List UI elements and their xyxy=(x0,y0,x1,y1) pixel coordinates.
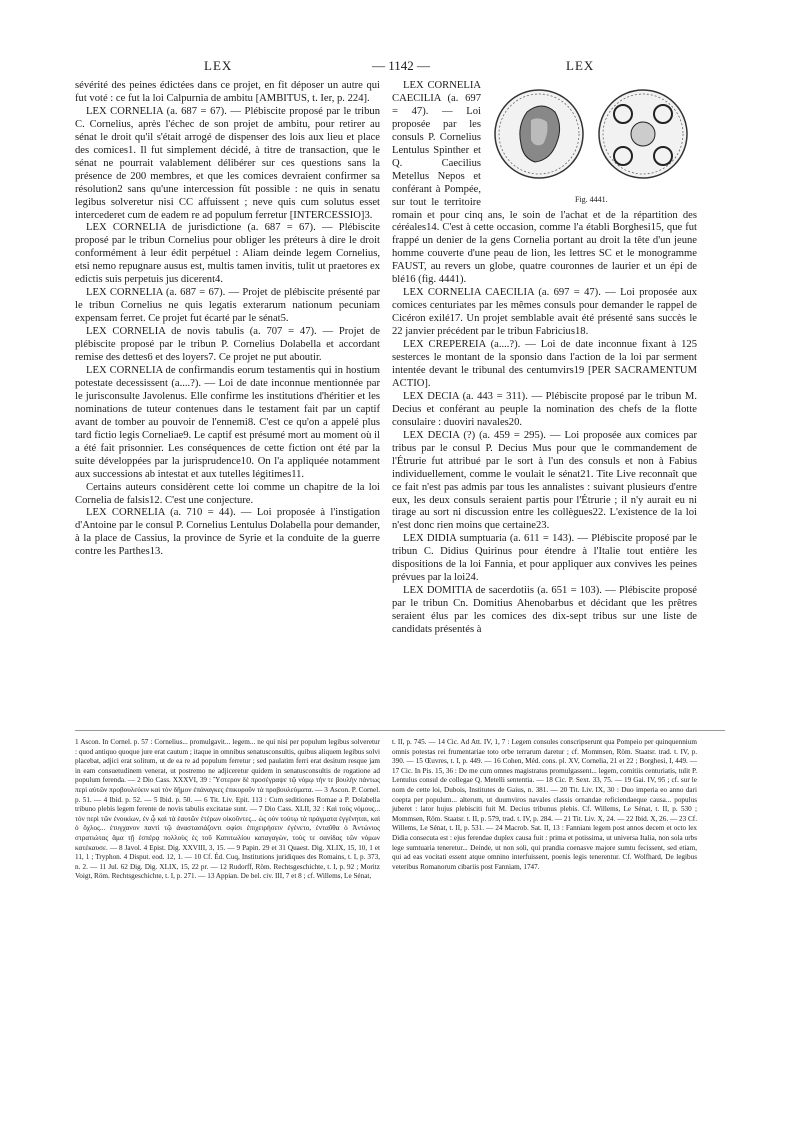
entry-lex-cornelia-2: LEX CORNELIA (a. 687 = 67). — Projet de plébiscite présenté par le tribun Cornelius ne quis legatis exterarum nationum pecuniam expensam ferret. Ce projet fut écarté par le sénat5. xyxy=(75,287,380,325)
globe xyxy=(631,122,655,146)
coin-illustration xyxy=(487,82,697,194)
running-header xyxy=(0,58,800,78)
footnotes-right: t. II, p. 745. — 14 Cic. Ad Att. IV, 1, 7 : Legem consules conscripserunt qua Pompeio per quinquennium omnis potestas rei frumentariae toto orbe terrarum daretur ; cf. Mommsen, Röm. Staatsr. trad. t. IV, p. 390. — 15 Œuvres, t. I, p. 449. — 16 Cohen, Méd. cons. pl. XV, Cornelia, 21 et 22 ; Borghesi, I, 449. — 17 Cic. In Pis. 15, 36 : De me cum omnes magistratus promulgassent... legem, comitiis centuriatis, tulit P. Lentulus consul de collegae Q. Metelli sententia. — 18 Cic. P. Sext. 33, 75. — 19 Gai. IV, 95 ; cf. sur le nom de cette loi, Dubois, Institutes de Gaius, n. 381. — 20 Tit. Liv. IX, 30 : Duo imperia eo anno dari coepta per populum... alterum, ut duumviros navales classis ornandae reficiendaeque causa... populus juberet : lator hujus plebisciti fuit M. Decius tribunus plebis. Cf. Willems, Le Sénat, t. II, p. 530 ; Mommsen, Röm. Staatsr. t. II, p. 579, trad. t. IV, p. 284. — 21 Tit. Liv. X, 24. — 22 Ibid. X, 26. — 23 Cf. Willems, Le Sénat, t. II, p. 531. — 24 Macrob. Sat. II, 13 : Fannianı legem post annos decem et octo lex Didia consecuta est : ejus ferendae duplex causa fuit : prima et potissima, ut universa Italia, non sola urbs lege sumtuaria teneretur... Deinde, ut non soli, qui prandia coenasve majore sumtu fecissent, sed etiam, qui ad eas vocitati essent atque omnino interfuissent, poenis legis tenerentur. Cf. Wolfhard, De legibus veteribus Romanorum cibariis post Fanniam, 1747. xyxy=(392,738,697,871)
entry-lex-cornelia-1: LEX CORNELIA (a. 687 = 67). — Plébiscite proposé par le tribun C. Cornelius, après l'échec de son projet de ambitu, pour retirer au sénat le droit qu'il s'était arrogé de dispenser des lois aux lieu et place des comices1. Il fut simplement décidé, à titre de transaction, que le sénat ne pourrait valablement délibérer sur ces questions sans la présence de 200 membres, et que les comices devraient confirmer sa résolution2 sans qu'une intercession fût possible : ne quis in senatu legibus solveretur nisi CC affuissent ; neve quis cum solutus esset intercederet cum de eadem re ad populum ferretur [INTERCESSIO]3. xyxy=(75,105,380,221)
entry-lex-decia-2: LEX DECIA (?) (a. 459 = 295). — Loi proposée aux comices par tribus par le consul P. Decius Mus pour que le commandement de l'Étrurie fut attribué par le sort à l'un des consuls et non à Fabius individuellement, comme le voulait le sénat21. Tite Live reconnaît que ce fait n'est pas admis par tous les annalistes : suivant plusieurs d'entre eux, les deux consuls seraient partis pour l'Étrurie ; il n'y aurait eu ni tirage au sort ni discussion entre les collègues22. L'existence de la loi n'est donc rien moins que certaine23. xyxy=(392,429,697,532)
entry-lex-cornelia-novis-tabulis: LEX CORNELIA de novis tabulis (a. 707 = 47). — Projet de plébiscite proposé par le tribun P. Cornelius Dolabella et accordant remise des dettes6 et des loyers7. Ce projet ne put aboutir. xyxy=(75,326,380,364)
entry-lex-cornelia-testamentis: LEX CORNELIA de confirmandis eorum testamentis qui in hostium potestate decessissent (a....?). — Loi de date inconnue mentionnée par le jurisconsulte Javolenus. Elle confirme les institutions d'héritier et les nominations de tuteur contenues dans le testament fait par un captif avant de tomber au pouvoir de l'ennemi8. C'est ce qu'on a appelé plus tard fictio legis Corneliae9. Le captif est présumé mort au moment où il a été fait prisonnier. Les conséquences de cette fiction ont été par la suite développées par la jurisprudence10. On l'a appliquée notamment aux successions ab intestat et aux tutelles légitimes11. xyxy=(75,364,380,480)
entry-lex-cornelia-3: LEX CORNELIA (a. 710 = 44). — Loi proposée à l'instigation d'Antoine par le consul P. Cornelius Lentulus Dolabella pour demander, à la place de Cassius, la province de Syrie et la conduite de la guerre contre les Parthes13. xyxy=(75,507,380,558)
entry-lex-didia: LEX DIDIA sumptuaria (a. 611 = 143). — Plébiscite proposé par le tribun C. Didius Quirinus pour étendre à l'Italie tout entière les dispositions de la loi Fannia, et pour appliquer aux convives les peines prévues par la loi24. xyxy=(392,533,697,584)
entry-lex-crepereia: LEX CREPEREIA (a....?). — Loi de date inconnue fixant à 125 sesterces le montant de la sponsio dans l'action de la loi par serment intentée devant le tribunal des centumvirs19 [PER SACRAMENTUM ACTIO]. xyxy=(392,339,697,389)
footnote-divider xyxy=(75,730,725,731)
entry-lex-cornelia-jurisdictione: LEX CORNELIA de jurisdictione (a. 687 = 67). — Plébiscite proposé par le tribun Cornelius pour obliger les préteurs à dire le droit conformément à leur édit perpétuel : Aliam deinde legem Cornelius, etsi nemo repugnare ausus est, multis tamen invitis, tulit ut praetores ex edictis suis perpetuis jus dicerent4. xyxy=(75,222,380,286)
paragraph: Certains auteurs considèrent cette loi comme un chapitre de la loi Cornelia de falsis12. C'est une conjecture. xyxy=(75,481,380,506)
header-left: LEX xyxy=(204,58,233,73)
figure-caption: Fig. 4441. xyxy=(575,195,608,204)
coin-figure xyxy=(487,82,697,207)
entry-lex-domitia: LEX DOMITIA de sacerdotiis (a. 651 = 103). — Plébiscite proposé par le tribun Cn. Domitius Ahenobarbus et décidant que les prêtres seraient élus par les comices des dix-sept tribus sur une liste de candidats présentés à xyxy=(392,585,697,636)
entry-lex-decia-1: LEX DECIA (a. 443 = 311). — Plébiscite proposé par le tribun M. Decius et conférant au peuple la nomination des chefs de la flotte consulaire : duoviri navales20. xyxy=(392,390,697,428)
left-column xyxy=(75,80,380,559)
footnotes-left: 1 Ascon. In Cornel. p. 57 : Cornelius... promulgavit... legem... ne qui nisi per populum legibus solveretur : quod antiquo quoque jure erat cautum ; itaque in omnibus senatusconsultis, quibus aliquem legibus solvi placebat, adjici erat solitum, ut de ea re ad populum ferretur ; sed paulatim ferri erat desitum resque jam in eam consuetudinem venerat, ut postremo ne adjiceretur quidem in senatusconsultis de rogatione ad populum ferenda. — 2 Dio Cass. XXXVI, 39 : Ὕστερον δὲ προσέγραψε τῷ νόμῳ τὴν τε βουλὴν πάντως περὶ αὐτῶν προβουλεύειν καὶ τὸν δῆμον ἐπάναγκες ἐπικυροῦν τὰ προβουλεύματα. — 3 Ascon. P. Cornel. p. 51. — 4 Ibid. p. 52. — 5 Ibid. p. 50. — 6 Tit. Liv. Epit. 113 : Cum seditiones Romae a P. Dolabella tribuno plebis legem ferente de novis tabulis excitatae sunt. — 7 Dio Cass. XLII, 32 : Καὶ τοὺς νόμους... τόν περὶ τῶν ἐνοικίων, ἐν ᾧ καὶ τὰ ἑαυτῶν ἑτέρων οἰκοῦντες... ὡς οὐν τούτῳ τὰ πράγματα ἐγγένηται, καὶ ὁ ὄχλος... ἐτυγχανον παντὶ τῷ ἀναστασιάζοντι σφίσι ἐπιχειρήσειν ἐγένετο, ἐνταῦθα ὁ Ἀντώνιος στρατιώτας ἅμα τῇ ἑσπέρᾳ πολλοὺς ἐς τοῦ Καπιτωλίου καταγαγών, τοὺς τε σανίδας τῶν νόμων κατέκαυσε. — 8 Javol. 4 Epist. Dig. XXVIII, 3, 15. — 9 Papin. 29 et 31 Quaest. Dig. XLIX, 15, 10, 1 et 11, 1 ; Tryphon. 4 Disput. eod. 12, 1. — 10 Cf. Éd. Cuq, Institutions juridiques des Romains, t. I, p. 373, n. 2. — 11 Jul. 62 Dig. Dig. XLIX, 15, 22 pr. — 12 Rudorff, Röm. Rechtsgeschichte, t. I, p. 92 ; Moritz Voigt, Röm. Rechtsgeschichte, t. I, p. 271. — 13 Appian. De bel. civ. III, 7 et 8 ; cf. Willems, Le Sénat, xyxy=(75,738,380,881)
header-right: LEX xyxy=(566,58,595,73)
entry-lex-cornelia-caecilia-2: LEX CORNELIA CAECILIA (a. 697 = 47). — Loi proposée aux comices centuriates par les mêmes consuls pour demander le rappel de Cicéron exilé17. Un projet semblable avait été présenté sans succès le 22 janvier précédent par le tribun Fabricius18. xyxy=(392,287,697,338)
page-number: — 1142 — xyxy=(372,58,431,73)
right-column xyxy=(392,80,697,637)
entry-lex-cornelia-caecilia-1: LEX CORNELIA CAECILIA (a. 697 = 47). — Loi proposée par les consuls P. Cornelius Lentulus Spinther et Q. Caecilius Metellus Nepos et conférant à Pompée, sur tout le territoire romain et pour cinq ans, le soin de l'achat et de la répartition des céréales14. C'est à cette occasion, comme l'a établi Borghesi15, que fut frappé un denier de la gens Cornelia portant au droit la tête d'un jeune homme couverte d'une peau de lion, les lettres SC et le monogramme FAUST, au revers un globe, quatre couronnes de laurier et un épi de blé16 (fig. 4441). xyxy=(392,80,697,286)
paragraph: sévérité des peines édictées dans ce projet, en fit déposer un autre qui fut voté : ce fut la loi Calpurnia de ambitu [AMBITUS, t. Ier, p. 224]. xyxy=(75,80,380,104)
